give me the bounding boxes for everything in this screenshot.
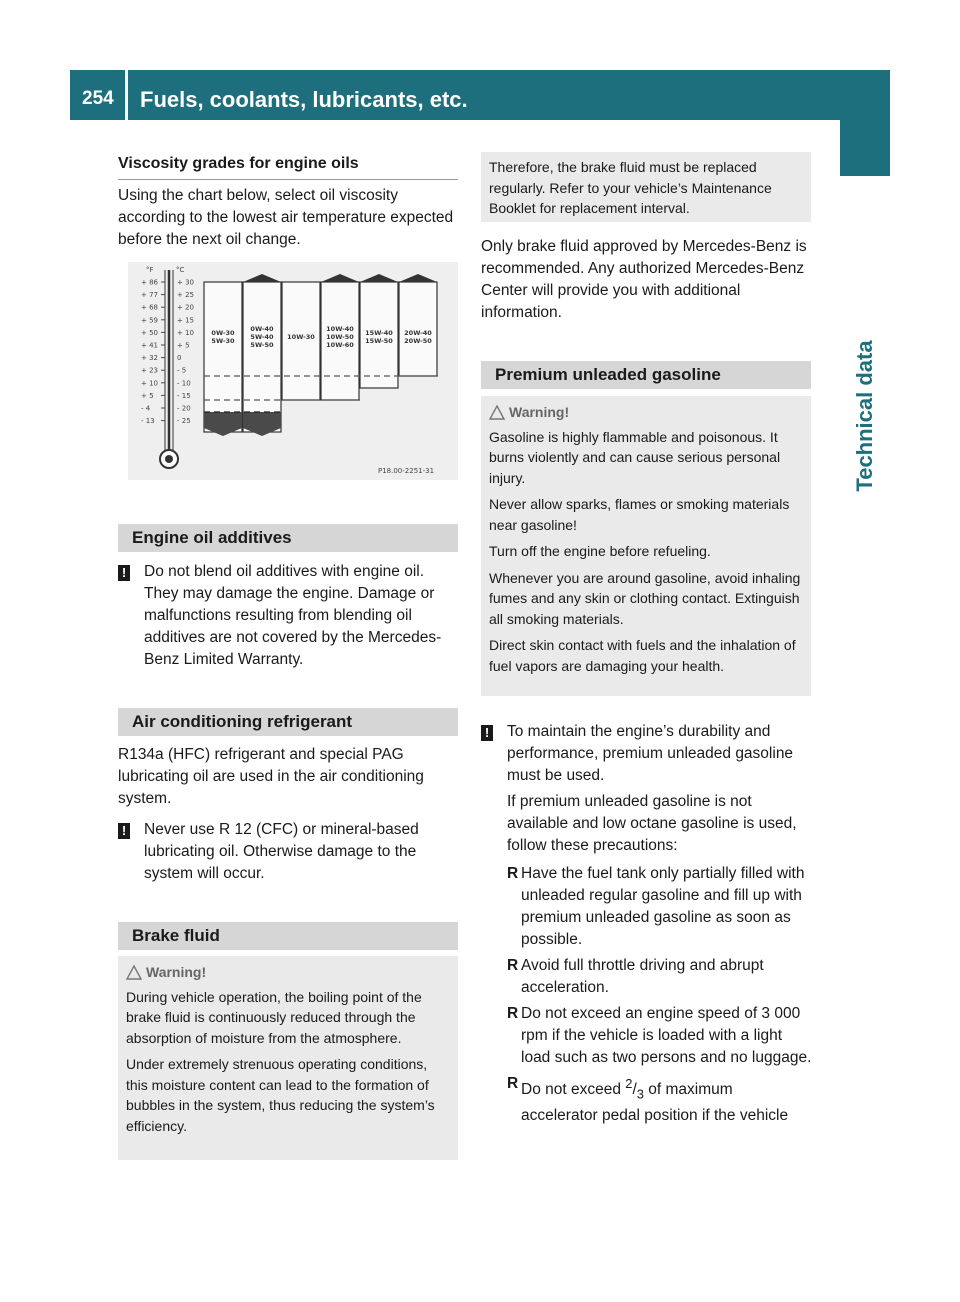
fraction-denominator: 3 [636, 1086, 644, 1102]
section-label [840, 176, 890, 656]
grade-label: 10W-60 [326, 341, 354, 349]
scale-c-label: + 30 [177, 278, 194, 287]
list-item-text: Have the fuel tank only partially filled with unleaded regular gasoline and fill up with premium unleaded gasoline as soon as possible. [521, 865, 805, 948]
scale-c-label: - 5 [177, 366, 187, 375]
scale-f-label: - 13 [141, 417, 155, 426]
additives-note-text: Do not blend oil additives with engine oil. They may damage the engine. Damage or malfunctions resulting from blending oil additives are not covered by the Mercedes-Benz Limited Warranty. [144, 563, 442, 668]
scale-f-label: + 59 [141, 316, 158, 325]
grade-label: 15W-40 [365, 329, 393, 337]
refrigerant-body: R134a (HFC) refrigerant and special PAG lubricating oil are used in the air conditioning system. [118, 746, 424, 807]
viscosity-chart-graphic [128, 262, 458, 480]
refrigerant-note-text: Never use R 12 (CFC) or mineral-based lubricating oil. Otherwise damage to the system will occur. [144, 821, 419, 882]
grade-label: 5W-40 [250, 333, 274, 341]
gasoline-note-text: To maintain the engine’s durability and performance, premium unleaded gasoline must be used. [507, 723, 794, 784]
scale-c-label: + 20 [177, 303, 194, 312]
grade-label: 15W-50 [365, 337, 393, 345]
gasoline-warning-title [489, 402, 803, 423]
section-label-text: Technical data [852, 340, 877, 492]
grade-column [282, 282, 320, 400]
header-divider [125, 70, 128, 120]
list-item-text: Do not exceed an engine speed of 3 000 rpm if the vehicle is loaded with a light load such as two persons and no luggage. [521, 1005, 812, 1066]
additives-heading: Engine oil additives [118, 524, 458, 552]
refrigerant-note [118, 819, 460, 885]
grade-column [204, 282, 242, 432]
gasoline-warning-box [481, 396, 811, 696]
grade-label: 5W-50 [250, 341, 274, 349]
grade-label: 20W-50 [404, 337, 432, 345]
scale-f-label: + 32 [141, 354, 158, 363]
unit-c-label: °C [176, 266, 185, 274]
gasoline-heading: Premium unleaded gasoline [481, 361, 811, 389]
figure-code: P18.00-2251-31 [378, 467, 435, 475]
caution-icon: ! [118, 565, 130, 581]
brake-warning-p3: Therefore, the brake fluid must be replaced regularly. Refer to your vehicle’s Maintenance Booklet for replacement interval. [489, 159, 772, 216]
gasoline-warning-p5: Direct skin contact with fuels and the inhalation of fuel vapors are damaging your health. [489, 637, 796, 674]
scale-f-label: + 68 [141, 303, 158, 312]
grade-column [243, 282, 281, 432]
grade-label: 0W-30 [211, 329, 235, 337]
page-title: Fuels, coolants, lubricants, etc. [140, 87, 468, 112]
additives-note [118, 561, 460, 671]
grade-column-roof [360, 274, 398, 282]
list-item-text: Avoid full throttle driving and abrupt acceleration. [521, 957, 764, 996]
scale-fahrenheit [141, 279, 165, 426]
grade-label: 20W-40 [404, 329, 432, 337]
brake-warning-title [126, 962, 450, 983]
list-item: R Do not exceed $^2/_3$ of maximum accelerator pedal position if the vehicle [507, 1075, 789, 1125]
section-tab [840, 120, 890, 176]
brake-heading: Brake fluid [118, 922, 458, 950]
precaution-list [507, 863, 813, 1127]
brake-body: Only brake fluid approved by Mercedes-Benz is recommended. Any authorized Mercedes-Benz Center will provide you with additional information. [481, 238, 807, 321]
thermometer-bulb-core [165, 455, 173, 463]
fraction-numerator: 2 [625, 1076, 633, 1091]
gasoline-warning-p4: Whenever you are around gasoline, avoid inhaling fumes and any skin or clothing contact. Extinguish all smoking materials. [489, 569, 801, 627]
viscosity-chart [128, 262, 458, 480]
scale-f-label: + 50 [141, 328, 158, 337]
grade-label: 10W-50 [326, 333, 354, 341]
grade-column-roof [321, 274, 359, 282]
scale-f-label: + 77 [141, 291, 158, 300]
gasoline-warning-title-text: Warning! [509, 404, 570, 420]
scale-f-label: + 10 [141, 379, 158, 388]
gasoline-note-followup: If premium unleaded gasoline is not available and low octane gasoline is used, follow these precautions: [507, 793, 797, 854]
caution-icon: ! [118, 823, 130, 839]
list-item: R Do not exceed an engine speed of 3 000 rpm if the vehicle is loaded with a light load such as two persons and no luggage. [507, 1005, 812, 1066]
gasoline-warning-p1: Gasoline is highly flammable and poisonous. It burns violently and can cause serious personal injury. [489, 428, 781, 486]
scale-c-label: + 15 [177, 316, 194, 325]
viscosity-intro: Using the chart below, select oil viscosity according to the lowest air temperature expected before the next oil change. [118, 187, 454, 248]
gasoline-note [481, 721, 813, 1131]
grade-label: 0W-40 [250, 325, 274, 333]
caution-icon: ! [481, 725, 493, 741]
scale-celsius [177, 279, 194, 426]
gasoline-warning-p2: Never allow sparks, flames or smoking materials near gasoline! [489, 496, 790, 533]
grade-column-roof [243, 274, 281, 282]
brake-warning-p2: Under extremely strenuous operating conditions, this moisture content can lead to the formation of bubbles in the system, thus reducing the system’s efficiency. [126, 1056, 435, 1134]
scale-f-label: + 41 [141, 341, 158, 350]
brake-warning-continued [481, 152, 811, 222]
scale-c-label: - 25 [177, 417, 191, 426]
warning-triangle-icon [489, 405, 505, 420]
scale-c-label: - 20 [177, 404, 191, 413]
refrigerant-heading: Air conditioning refrigerant [118, 708, 458, 736]
scale-c-label: + 25 [177, 291, 194, 300]
scale-f-label: + 86 [141, 278, 158, 287]
list-item-text: Do not exceed [521, 1081, 621, 1099]
scale-f-label: + 23 [141, 366, 158, 375]
list-item: R Have the fuel tank only partially filled with unleaded regular gasoline and fill up with premium unleaded gasoline as soon as possible. [507, 865, 805, 948]
brake-warning-title-text: Warning! [146, 964, 207, 980]
grade-label: 10W-30 [287, 333, 315, 341]
list-item: R Avoid full throttle driving and abrupt acceleration. [507, 957, 764, 996]
brake-warning-p1: During vehicle operation, the boiling point of the brake fluid is continuously reduced through the absorption of moisture from the atmosphere. [126, 988, 422, 1046]
scale-c-label: + 5 [177, 341, 190, 350]
viscosity-heading: Viscosity grades for engine oils [118, 155, 458, 180]
scale-c-label: 0 [177, 354, 182, 363]
scale-c-label: + 10 [177, 328, 194, 337]
grade-label: 5W-30 [211, 337, 235, 345]
page-number: 254 [82, 88, 114, 109]
gasoline-warning-p3: Turn off the engine before refueling. [489, 543, 711, 559]
brake-warning-box [118, 956, 458, 1160]
grade-label: 10W-40 [326, 325, 354, 333]
scale-f-label: - 4 [141, 404, 151, 413]
warning-triangle-icon [126, 965, 142, 980]
scale-f-label: + 5 [141, 391, 154, 400]
list-item-text-continued: of maximum accelerator pedal position if the vehicle [521, 1081, 789, 1125]
scale-c-label: - 10 [177, 379, 191, 388]
unit-f-label: °F [146, 266, 154, 274]
scale-c-label: - 15 [177, 391, 191, 400]
grade-column-roof [399, 274, 437, 282]
